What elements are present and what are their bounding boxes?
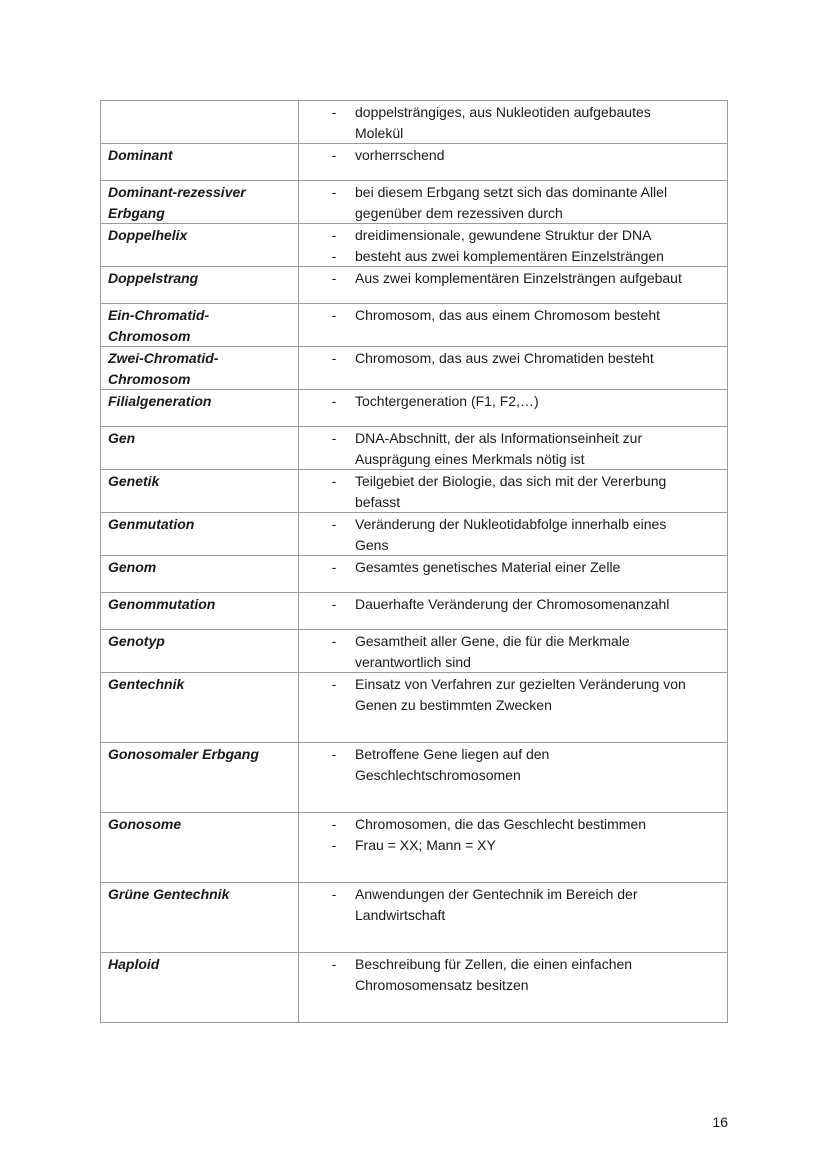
definition-item <box>299 102 721 143</box>
glossary-definitions <box>299 813 728 883</box>
glossary-definitions <box>299 304 728 347</box>
definition-text: Chromosom, das aus zwei Chromatiden besteht <box>355 350 654 366</box>
definition-item <box>299 225 721 246</box>
glossary-term: Grüne Gentechnik <box>101 883 299 953</box>
glossary-definitions <box>299 953 728 1023</box>
bullet-dash: - <box>331 596 337 612</box>
bullet-dash: - <box>331 816 337 832</box>
glossary-row <box>101 743 728 813</box>
glossary-row <box>101 556 728 593</box>
glossary-term: Doppelstrang <box>101 267 299 304</box>
glossary-definitions <box>299 181 728 224</box>
bullet-dash: - <box>331 516 337 532</box>
glossary-term: Zwei-Chromatid- Chromosom <box>101 347 299 390</box>
glossary-definitions <box>299 883 728 953</box>
glossary-term: Dominant <box>101 144 299 181</box>
definition-text: Beschreibung für Zellen, die einen einfachen Chromosomensatz besitzen <box>355 956 633 993</box>
glossary-row <box>101 813 728 883</box>
glossary-row <box>101 144 728 181</box>
glossary-row <box>101 630 728 673</box>
definition-item <box>299 268 721 289</box>
glossary-term: Ein-Chromatid- Chromosom <box>101 304 299 347</box>
definition-item <box>299 674 721 715</box>
glossary-row <box>101 470 728 513</box>
glossary-definitions <box>299 593 728 630</box>
glossary-term: Dominant-rezessiver Erbgang <box>101 181 299 224</box>
glossary-row <box>101 224 728 267</box>
definition-item <box>299 428 721 469</box>
glossary-term: Filialgeneration <box>101 390 299 427</box>
glossary-body <box>101 101 728 1023</box>
glossary-definitions <box>299 556 728 593</box>
glossary-term: Gonosome <box>101 813 299 883</box>
bullet-dash: - <box>331 227 337 243</box>
bullet-dash: - <box>331 307 337 323</box>
bullet-dash: - <box>331 393 337 409</box>
bullet-dash: - <box>331 559 337 575</box>
bullet-dash: - <box>331 886 337 902</box>
definition-text: Veränderung der Nukleotidabfolge innerhalb eines Gens <box>355 516 667 553</box>
definition-item <box>299 835 721 856</box>
definition-item <box>299 744 721 785</box>
definition-text: Frau = XX; Mann = XY <box>355 836 496 853</box>
definition-text: Chromosom, das aus einem Chromosom besteht <box>355 307 661 323</box>
definition-item <box>299 305 721 326</box>
glossary-definitions <box>299 144 728 181</box>
definition-item <box>299 884 721 925</box>
glossary-definitions <box>299 101 728 144</box>
glossary-definitions <box>299 673 728 743</box>
bullet-dash: - <box>331 247 337 264</box>
glossary-row <box>101 513 728 556</box>
definition-text: Gesamtheit aller Gene, die für die Merkmale verantwortlich sind <box>355 633 630 670</box>
definition-text: vorherrschend <box>355 147 445 163</box>
glossary-definitions <box>299 630 728 673</box>
page-number: 16 <box>712 1114 728 1130</box>
definition-item <box>299 631 721 672</box>
definition-item <box>299 814 721 835</box>
glossary-table <box>100 100 728 1023</box>
glossary-row <box>101 953 728 1023</box>
glossary-term: Doppelhelix <box>101 224 299 267</box>
definition-item <box>299 145 721 166</box>
definition-text: doppelsträngiges, aus Nukleotiden aufgebautes Molekül <box>355 104 651 141</box>
glossary-row <box>101 390 728 427</box>
definition-text: DNA-Abschnitt, der als Informationseinheit zur Ausprägung eines Merkmals nötig ist <box>355 430 643 467</box>
definition-text: Anwendungen der Gentechnik im Bereich der Landwirtschaft <box>355 886 638 923</box>
bullet-dash: - <box>331 633 337 649</box>
glossary-term: Genmutation <box>101 513 299 556</box>
glossary-definitions <box>299 390 728 427</box>
bullet-dash: - <box>331 430 337 446</box>
definition-text: Gesamtes genetisches Material einer Zelle <box>355 559 621 575</box>
definition-text: Teilgebiet der Biologie, das sich mit der Vererbung befasst <box>355 473 667 510</box>
bullet-dash: - <box>331 836 337 853</box>
definition-text: Betroffene Gene liegen auf den Geschlechtschromosomen <box>355 746 550 783</box>
definition-text: dreidimensionale, gewundene Struktur der DNA <box>355 227 652 243</box>
bullet-dash: - <box>331 104 337 120</box>
glossary-row <box>101 304 728 347</box>
glossary-term: Gonosomaler Erbgang <box>101 743 299 813</box>
glossary-definitions <box>299 513 728 556</box>
bullet-dash: - <box>331 184 337 200</box>
glossary-term: Haploid <box>101 953 299 1023</box>
glossary-row <box>101 673 728 743</box>
glossary-row <box>101 181 728 224</box>
definition-text: bei diesem Erbgang setzt sich das dominante Allel gegenüber dem rezessiven durch <box>355 184 668 221</box>
glossary-term: Genetik <box>101 470 299 513</box>
definition-text: Einsatz von Verfahren zur gezielten Veränderung von Genen zu bestimmten Zwecken <box>355 676 686 713</box>
definition-item <box>299 514 721 555</box>
glossary-term: Gen <box>101 427 299 470</box>
glossary-definitions <box>299 347 728 390</box>
glossary-definitions <box>299 470 728 513</box>
definition-text: Aus zwei komplementären Einzelsträngen aufgebaut <box>355 270 682 286</box>
definition-item <box>299 391 721 412</box>
glossary-row <box>101 883 728 953</box>
glossary-term: Genom <box>101 556 299 593</box>
definition-item <box>299 348 721 369</box>
glossary-definitions <box>299 267 728 304</box>
bullet-dash: - <box>331 956 337 972</box>
definition-item <box>299 594 721 615</box>
definition-item <box>299 182 721 223</box>
definition-text: Chromosomen, die das Geschlecht bestimmen <box>355 816 647 832</box>
definition-text: besteht aus zwei komplementären Einzelsträngen <box>355 247 664 264</box>
definition-item <box>299 954 721 995</box>
definition-item <box>299 557 721 578</box>
glossary-term <box>101 101 299 144</box>
definition-item <box>299 246 721 267</box>
definition-item <box>299 471 721 512</box>
bullet-dash: - <box>331 270 337 286</box>
glossary-row <box>101 101 728 144</box>
bullet-dash: - <box>331 473 337 489</box>
glossary-term: Gentechnik <box>101 673 299 743</box>
glossary-row <box>101 427 728 470</box>
glossary-row <box>101 267 728 304</box>
glossary-definitions <box>299 427 728 470</box>
bullet-dash: - <box>331 147 337 163</box>
definition-text: Dauerhafte Veränderung der Chromosomenanzahl <box>355 596 670 612</box>
glossary-row <box>101 347 728 390</box>
bullet-dash: - <box>331 676 337 692</box>
definition-text: Tochtergeneration (F1, F2,…) <box>355 393 539 409</box>
glossary-row <box>101 593 728 630</box>
glossary-definitions <box>299 224 728 267</box>
bullet-dash: - <box>331 746 337 762</box>
glossary-definitions <box>299 743 728 813</box>
glossary-term: Genommutation <box>101 593 299 630</box>
bullet-dash: - <box>331 350 337 366</box>
glossary-term: Genotyp <box>101 630 299 673</box>
